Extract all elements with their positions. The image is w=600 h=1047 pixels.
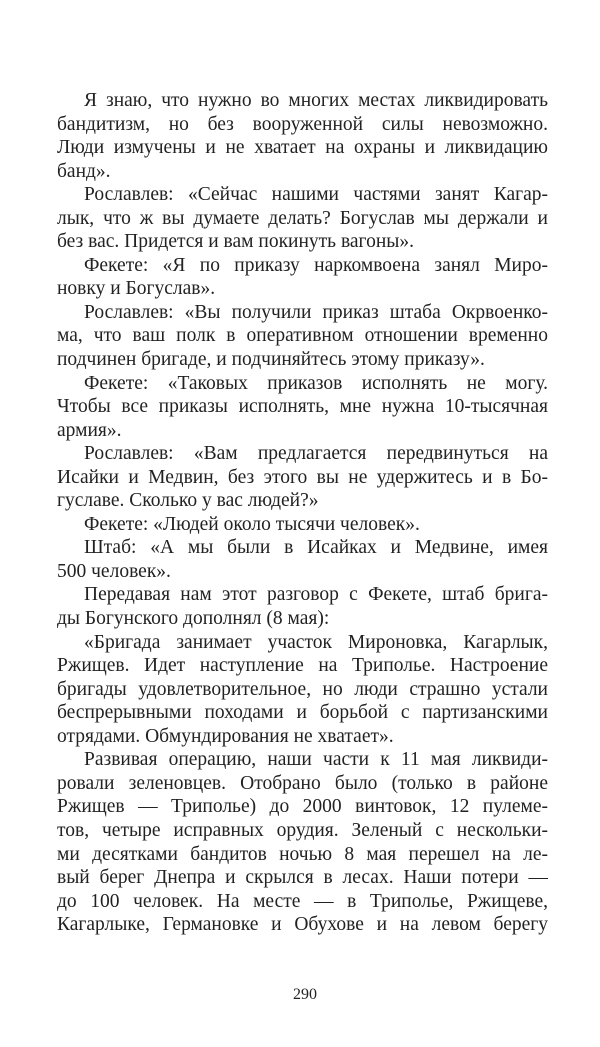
- page-number: 290: [293, 986, 317, 1003]
- text-line: Передавая нам этот разговор с Фекете, штаб брига-: [84, 584, 548, 606]
- text-line: гуславе. Сколько у вас людей?»: [57, 490, 319, 512]
- paragraph: [57, 583, 548, 630]
- text-line: Фекете: «Людей около тысячи человек».: [84, 513, 420, 535]
- text-line: ровали зеленовцев. Отобрано было (только в районе: [57, 772, 548, 794]
- text-line: армия».: [57, 419, 122, 441]
- text-line: Чтобы все приказы исполнять, мне нужна 10-тысячная: [57, 396, 548, 418]
- text-line: банд».: [57, 160, 111, 182]
- paragraph: [57, 301, 548, 372]
- text-line: отрядами. Обмундирования не хватает».: [57, 725, 394, 747]
- text-line: Фекете: «Таковых приказов исполнять не могу.: [84, 372, 548, 394]
- text-line: Рославлев: «Сейчас нашими частями занят Кагар-: [84, 184, 548, 206]
- text-line: Кагарлыке, Германовке и Обухове и на левом берегу: [57, 914, 548, 936]
- text-line: 500 человек».: [57, 560, 171, 582]
- text-line: Развивая операцию, наши части к 11 мая ликвиди-: [84, 749, 548, 771]
- text-line: беспрерывными походами и борьбой с партизанскими: [57, 702, 548, 724]
- text-line: Исайки и Медвин, без этого вы не удержитесь и в Бо-: [57, 466, 548, 488]
- text-line: ды Богунского дополнял (8 мая):: [57, 608, 330, 630]
- text-line: подчинен бригаде, и подчиняйтесь этому приказу».: [57, 349, 485, 371]
- text-line: Рославлев: «Вы получили приказ штаба Окрвоенко-: [84, 301, 548, 323]
- text-line: бандитизм, но без вооруженной силы невозможно.: [57, 113, 548, 135]
- paragraph: [57, 513, 548, 537]
- paragraph: [57, 631, 548, 749]
- text-line: лык, что ж вы думаете делать? Богуслав мы держали и: [57, 207, 548, 229]
- text-line: до 100 человек. На месте — в Триполье, Ржищеве,: [57, 890, 548, 912]
- text-line: Ржищев — Триполье) до 2000 винтовок, 12 пулеме-: [57, 796, 548, 818]
- page-body-text: [57, 89, 548, 937]
- text-line: без вас. Придется и вам покинуть вагоны».: [57, 231, 414, 253]
- paragraph: [57, 748, 548, 936]
- paragraph: [57, 536, 548, 583]
- text-line: тов, четыре исправных орудия. Зеленый с нескольки-: [57, 819, 548, 841]
- text-line: Фекете: «Я по приказу наркомвоена занял Миро-: [84, 254, 548, 276]
- paragraph: [57, 89, 548, 183]
- text-line: ми десятками бандитов ночью 8 мая перешел на ле-: [57, 843, 548, 865]
- text-line: Ржищев. Идет наступление на Триполье. Настроение: [57, 655, 548, 677]
- text-line: Я знаю, что нужно во многих местах ликвидировать: [84, 90, 548, 111]
- text-line: «Бригада занимает участок Мироновка, Кагарлык,: [84, 631, 548, 653]
- text-line: бригады удовлетворительное, но люди страшно устали: [57, 678, 548, 700]
- paragraph: [57, 372, 548, 443]
- text-line: Люди измучены и не хватает на охраны и ликвидацию: [57, 137, 548, 159]
- text-line: Рославлев: «Вам предлагается передвинуться на: [84, 443, 548, 465]
- paragraph: [57, 254, 548, 301]
- paragraph: [57, 442, 548, 513]
- paragraph: [57, 183, 548, 254]
- text-line: Штаб: «А мы были в Исайках и Медвине, имея: [84, 537, 548, 559]
- text-line: ма, что ваш полк в оперативном отношении временно: [57, 325, 548, 347]
- text-line: новку и Богуслав».: [57, 278, 216, 300]
- text-line: вый берег Днепра и скрылся в лесах. Наши потери —: [57, 867, 548, 889]
